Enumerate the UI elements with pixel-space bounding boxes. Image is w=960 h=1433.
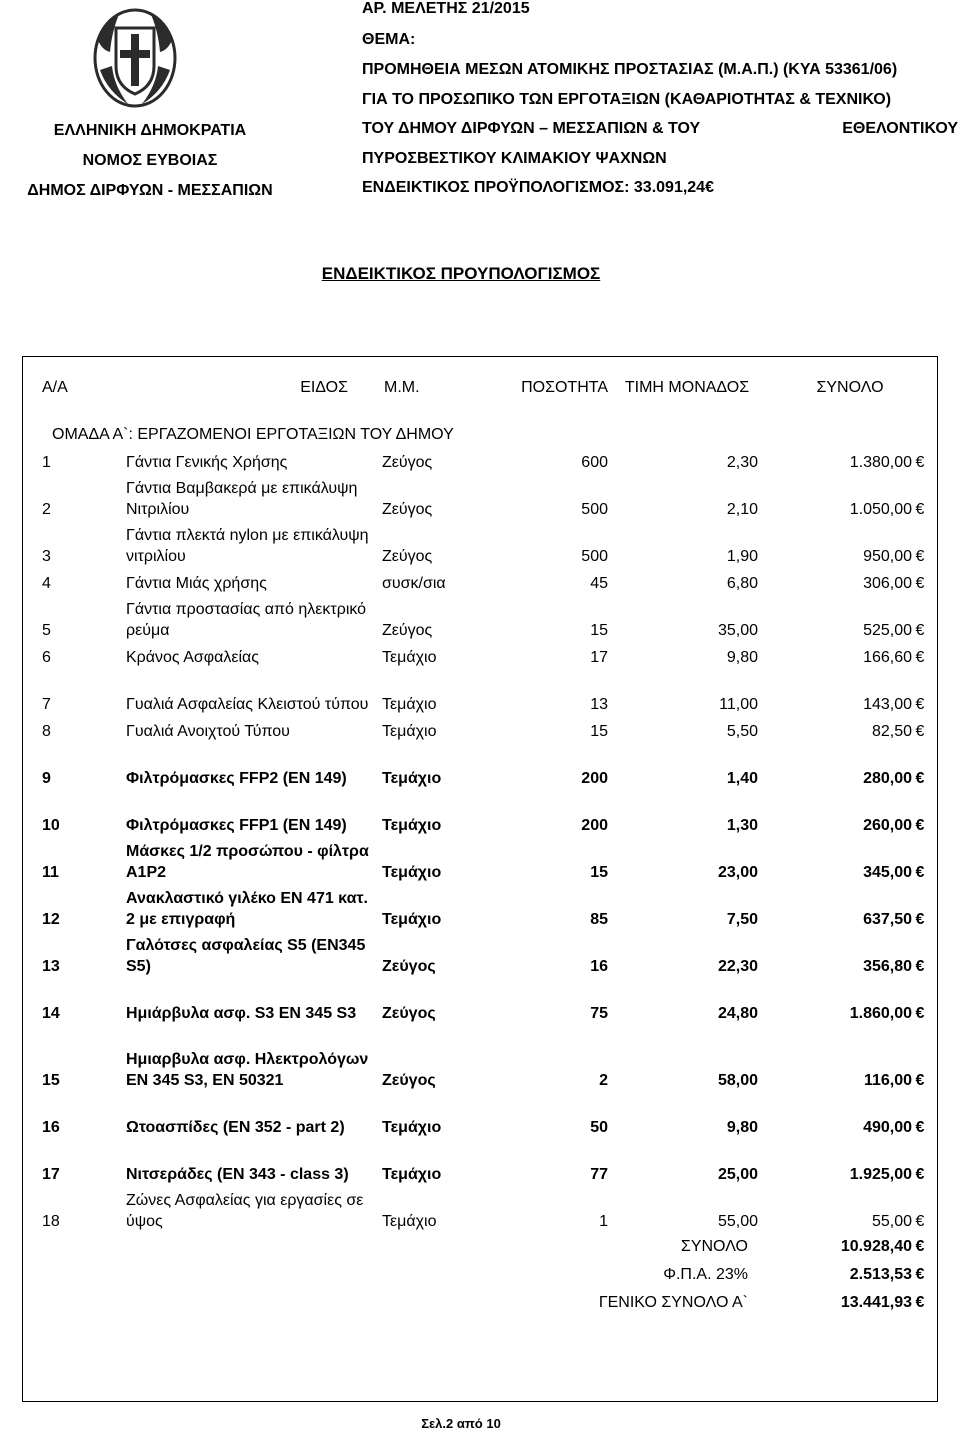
budget-line <box>362 179 714 197</box>
table-header-row <box>22 356 938 419</box>
unit-of-measure: Ζεύγος <box>382 1072 436 1089</box>
quantity: 15 <box>590 723 608 740</box>
summary-amount: 13.441,93 <box>840 1293 912 1311</box>
quantity: 2 <box>599 1072 608 1089</box>
line-total <box>762 449 938 473</box>
header-prefecture: ΝΟΜΟΣ ΕΥΒΟΙΑΣ <box>82 152 218 169</box>
row-number: 3 <box>42 548 51 565</box>
unit-of-measure: Τεμάχιο <box>382 817 442 834</box>
euro-icon: € <box>915 1237 925 1255</box>
page-number: Σελ.2 από 10 <box>421 1416 501 1431</box>
unit-price: 5,50 <box>726 723 758 740</box>
line-total <box>762 668 938 715</box>
quantity: 85 <box>590 911 608 928</box>
item-description: Γάντια Βαμβακερά με επικάλυψη Νιτριλίου <box>126 480 358 518</box>
row-number: 4 <box>42 575 51 592</box>
euro-icon: € <box>915 1005 925 1022</box>
unit-price: 1,40 <box>726 770 758 787</box>
line-total-value: 1.860,00 <box>849 1005 912 1022</box>
euro-icon: € <box>915 501 925 518</box>
summary-row <box>22 1288 938 1316</box>
unit-of-measure: Τεμάχιο <box>382 696 437 713</box>
quantity: 77 <box>590 1166 608 1183</box>
line-total-value: 356,80 <box>863 958 912 975</box>
unit-of-measure: Ζεύγος <box>382 501 433 518</box>
group-row <box>22 419 938 449</box>
row-number: 5 <box>42 622 51 639</box>
line-total-value: 55,00 <box>871 1213 912 1230</box>
row-number: 10 <box>42 817 60 834</box>
quantity: 75 <box>590 1005 608 1022</box>
quantity: 500 <box>581 501 608 518</box>
unit-price: 6,80 <box>726 575 758 592</box>
euro-icon: € <box>915 1166 925 1183</box>
quantity: 200 <box>581 817 608 834</box>
header-total: ΣΥΝΟΛΟ <box>816 379 884 396</box>
row-number: 8 <box>42 723 51 740</box>
summary-row <box>22 1260 938 1288</box>
coat-of-arms-emblem <box>90 0 180 108</box>
unit-price: 1,30 <box>726 817 758 834</box>
page-title: ΕΝΔΕΙΚΤΙΚΟΣ ΠΡΟΥΠΟΛΟΓΙΣΜΟΣ <box>321 264 601 283</box>
line-total-value: 525,00 <box>863 622 912 639</box>
euro-icon: € <box>915 1293 925 1311</box>
euro-icon: € <box>915 911 925 928</box>
unit-price: 22,30 <box>717 958 758 975</box>
euro-icon: € <box>915 1213 925 1230</box>
line-total-value: 82,50 <box>871 723 912 740</box>
table-row <box>22 883 938 930</box>
euro-icon: € <box>915 817 925 834</box>
unit-price: 7,50 <box>726 911 758 928</box>
row-number: 1 <box>42 454 51 471</box>
item-description: Γυαλιά Ασφαλείας Κλειστού τύπου <box>126 696 369 713</box>
table-row <box>22 836 938 883</box>
line-total <box>762 715 938 742</box>
budget-table <box>22 356 938 1316</box>
header-item: ΕΙΔΟΣ <box>300 379 348 396</box>
unit-of-measure: Ζεύγος <box>382 622 433 639</box>
summary-row <box>22 1232 938 1260</box>
quantity: 15 <box>590 622 608 639</box>
line-total <box>762 1138 938 1185</box>
table-row <box>22 1091 938 1138</box>
unit-of-measure: Τεμάχιο <box>382 649 437 666</box>
unit-price: 11,00 <box>719 696 758 713</box>
table-row <box>22 594 938 641</box>
unit-of-measure: Ζεύγος <box>382 958 436 975</box>
header-aa: Α/Α <box>42 379 68 396</box>
line-total-value: 490,00 <box>863 1119 912 1136</box>
subject-line-2: ΓΙΑ ΤΟ ΠΡΟΣΩΠΙΚΟ ΤΩΝ ΕΡΓΟΤΑΞΙΩΝ (ΚΑΘΑΡΙΟΤΗΤΑΣ & ΤΕΧΝΙΚΟ) <box>362 91 892 108</box>
item-description: Νιτσεράδες (EN 343 - class 3) <box>126 1166 349 1183</box>
quantity: 1 <box>599 1213 608 1230</box>
row-number: 2 <box>42 501 51 518</box>
euro-icon: € <box>915 548 925 565</box>
line-total-value: 166,60 <box>863 649 912 666</box>
table-row <box>22 449 938 473</box>
line-total <box>762 1185 938 1232</box>
unit-price: 24,80 <box>717 1005 758 1022</box>
euro-icon: € <box>915 1072 925 1089</box>
line-total <box>762 742 938 789</box>
line-total <box>762 1091 938 1138</box>
unit-of-measure: Ζεύγος <box>382 1005 436 1022</box>
summary-amount: 10.928,40 <box>840 1237 912 1255</box>
summary-value <box>762 1232 938 1260</box>
line-total <box>762 789 938 836</box>
line-total-value: 280,00 <box>863 770 912 787</box>
summary-value <box>762 1288 938 1316</box>
unit-of-measure: Τεμάχιο <box>382 1213 437 1230</box>
unit-of-measure: συσκ/σια <box>382 575 446 592</box>
line-total <box>762 1024 938 1091</box>
line-total <box>762 641 938 668</box>
euro-icon: € <box>915 864 925 881</box>
summary-label: ΣΥΝΟΛΟ <box>680 1237 748 1255</box>
item-description: Φιλτρόμασκες FFP1 (EN 149) <box>126 817 347 834</box>
quantity: 200 <box>581 770 608 787</box>
unit-of-measure: Τεμάχιο <box>382 770 442 787</box>
line-total-value: 260,00 <box>863 817 912 834</box>
item-description: Ανακλαστικό γιλέκο ΕΝ 471 κατ. 2 με επιγραφή <box>126 890 368 928</box>
item-description: Γάντια Γενικής Χρήσης <box>126 454 288 471</box>
table-row <box>22 641 938 668</box>
euro-icon: € <box>915 622 925 639</box>
header-unit: Μ.Μ. <box>384 379 420 396</box>
header-price: ΤΙΜΗ ΜΟΝΑΔΟΣ <box>624 378 750 396</box>
euro-icon: € <box>915 649 925 666</box>
unit-price: 2,30 <box>726 454 758 471</box>
table-row <box>22 473 938 520</box>
unit-price: 9,80 <box>726 1119 758 1136</box>
euro-icon: € <box>915 1119 925 1136</box>
line-total <box>762 567 938 594</box>
euro-icon: € <box>705 179 714 196</box>
summary-label: Φ.Π.Α. 23% <box>663 1265 748 1283</box>
row-number: 18 <box>42 1213 60 1230</box>
item-description: Γυαλιά Ανοιχτού Τύπου <box>126 723 290 740</box>
line-total <box>762 473 938 520</box>
line-total <box>762 836 938 883</box>
table-row <box>22 715 938 742</box>
euro-icon: € <box>915 723 925 740</box>
euro-icon: € <box>915 1265 925 1283</box>
row-number: 15 <box>42 1072 60 1089</box>
unit-price: 58,00 <box>717 1072 758 1089</box>
euro-icon: € <box>915 696 925 713</box>
unit-price: 2,10 <box>726 501 758 518</box>
item-description: Φιλτρόμασκες FFP2 (EN 149) <box>126 770 347 787</box>
row-number: 14 <box>42 1005 60 1022</box>
subject-line-4: ΠΥΡΟΣΒΕΣΤΙΚΟΥ ΚΛΙΜΑΚΙΟΥ ΨΑΧΝΩΝ <box>362 150 667 167</box>
euro-icon: € <box>915 454 925 471</box>
quantity: 17 <box>590 649 608 666</box>
line-total-value: 345,00 <box>863 864 912 881</box>
summary-amount: 2.513,53 <box>849 1265 912 1283</box>
row-number: 11 <box>42 864 59 881</box>
table-row <box>22 567 938 594</box>
table-row <box>22 1138 938 1185</box>
item-description: Ημιαρβυλα ασφ. Ηλεκτρολόγων EN 345 S3, EN 50321 <box>126 1051 369 1089</box>
header-country: ΕΛΛΗΝΙΚΗ ΔΗΜΟΚΡΑΤΙΑ <box>53 122 247 139</box>
unit-price: 9,80 <box>726 649 758 666</box>
row-number: 9 <box>42 770 51 787</box>
unit-of-measure: Ζεύγος <box>382 454 433 471</box>
line-total <box>762 977 938 1024</box>
subject-line-3-part-2: ΕΘΕΛΟΝΤΙΚΟΥ <box>842 120 958 137</box>
quantity: 15 <box>590 864 608 881</box>
table-body <box>22 356 938 1316</box>
euro-icon: € <box>915 575 925 592</box>
row-number: 17 <box>42 1166 60 1183</box>
budget-text: ΕΝΔΕΙΚΤΙΚΟΣ ΠΡΟΫΠΟΛΟΓΙΣΜΟΣ: 33.091,24 <box>362 179 706 196</box>
line-total-value: 1.050,00 <box>849 501 912 518</box>
unit-price: 25,00 <box>717 1166 758 1183</box>
quantity: 45 <box>590 575 608 592</box>
quantity: 50 <box>590 1119 608 1136</box>
item-description: Κράνος Ασφαλείας <box>126 649 260 666</box>
row-number: 16 <box>42 1119 60 1136</box>
line-total-value: 950,00 <box>863 548 912 565</box>
header-municipality: ΔΗΜΟΣ ΔΙΡΦΥΩΝ - ΜΕΣΣΑΠΙΩΝ <box>27 182 273 199</box>
row-number: 6 <box>42 649 51 666</box>
subject-line-1: ΠΡΟΜΗΘΕΙΑ ΜΕΣΩΝ ΑΤΟΜΙΚΗΣ ΠΡΟΣΤΑΣΙΑΣ (Μ.Α.Π.) (ΚΥΑ 53361/06) <box>362 61 898 78</box>
item-description: Γάντια προστασίας από ηλεκτρικό ρεύμα <box>126 601 367 639</box>
table-row <box>22 1185 938 1232</box>
subject-line-3 <box>362 120 958 138</box>
line-total-value: 1.925,00 <box>849 1166 912 1183</box>
line-total <box>762 520 938 567</box>
study-number: ΑΡ. ΜΕΛΕΤΗΣ 21/2015 <box>362 0 530 17</box>
line-total-value: 306,00 <box>863 575 912 592</box>
unit-price: 1,90 <box>726 548 758 565</box>
row-number: 12 <box>42 911 60 928</box>
item-description: Ζώνες Ασφαλείας για εργασίες σε ύψος <box>126 1192 364 1230</box>
header-qty: ΠΟΣΟΤΗΤΑ <box>521 379 608 396</box>
row-number: 7 <box>42 696 51 713</box>
quantity: 500 <box>581 548 608 565</box>
unit-of-measure: Τεμάχιο <box>382 864 442 881</box>
subject-line-3-part-1: ΤΟΥ ΔΗΜΟΥ ΔΙΡΦΥΩΝ – ΜΕΣΣΑΠΙΩΝ & ΤΟΥ <box>362 120 701 137</box>
line-total <box>762 594 938 641</box>
quantity: 16 <box>590 958 608 975</box>
unit-price: 55,00 <box>717 1213 758 1230</box>
table-row <box>22 742 938 789</box>
unit-of-measure: Τεμάχιο <box>382 1166 442 1183</box>
unit-of-measure: Τεμάχιο <box>382 911 442 928</box>
table-row <box>22 520 938 567</box>
item-description: Μάσκες 1/2 προσώπου - φίλτρα A1P2 <box>126 843 369 881</box>
line-total <box>762 930 938 977</box>
table-row <box>22 930 938 977</box>
summary-label: ΓΕΝΙΚΟ ΣΥΝΟΛΟ Α` <box>598 1293 748 1311</box>
unit-of-measure: Τεμάχιο <box>382 723 437 740</box>
item-description: Γάντια πλεκτά nylon με επικάλυψη νιτριλίου <box>126 527 369 565</box>
euro-icon: € <box>915 770 925 787</box>
quantity: 13 <box>590 696 608 713</box>
unit-price: 23,00 <box>717 864 758 881</box>
line-total-value: 1.380,00 <box>849 454 912 471</box>
table-row <box>22 977 938 1024</box>
subject-label: ΘΕΜΑ: <box>362 31 416 48</box>
summary-value <box>762 1260 938 1288</box>
unit-price: 35,00 <box>717 622 758 639</box>
line-total-value: 143,00 <box>863 696 912 713</box>
table-row <box>22 1024 938 1091</box>
quantity: 600 <box>581 454 608 471</box>
table-row <box>22 789 938 836</box>
unit-of-measure: Τεμάχιο <box>382 1119 442 1136</box>
item-description: Ημιάρβυλα ασφ. S3 EN 345 S3 <box>126 1005 357 1022</box>
euro-icon: € <box>915 958 925 975</box>
item-description: Ωτοασπίδες (EN 352 - part 2) <box>126 1119 345 1136</box>
unit-of-measure: Ζεύγος <box>382 548 433 565</box>
item-description: Γάντια Μιάς χρήσης <box>126 575 267 592</box>
line-total-value: 116,00 <box>863 1072 912 1089</box>
row-number: 13 <box>42 958 60 975</box>
group-title: ΟΜΑΔΑ Α`: ΕΡΓΑΖΟΜΕΝΟΙ ΕΡΓΟΤΑΞΙΩΝ ΤΟΥ ΔΗΜΟΥ <box>52 425 454 443</box>
line-total <box>762 883 938 930</box>
line-total-value: 637,50 <box>863 911 912 928</box>
table-row <box>22 668 938 715</box>
item-description: Γαλότσες ασφαλείας S5 (EN345 S5) <box>126 937 366 975</box>
